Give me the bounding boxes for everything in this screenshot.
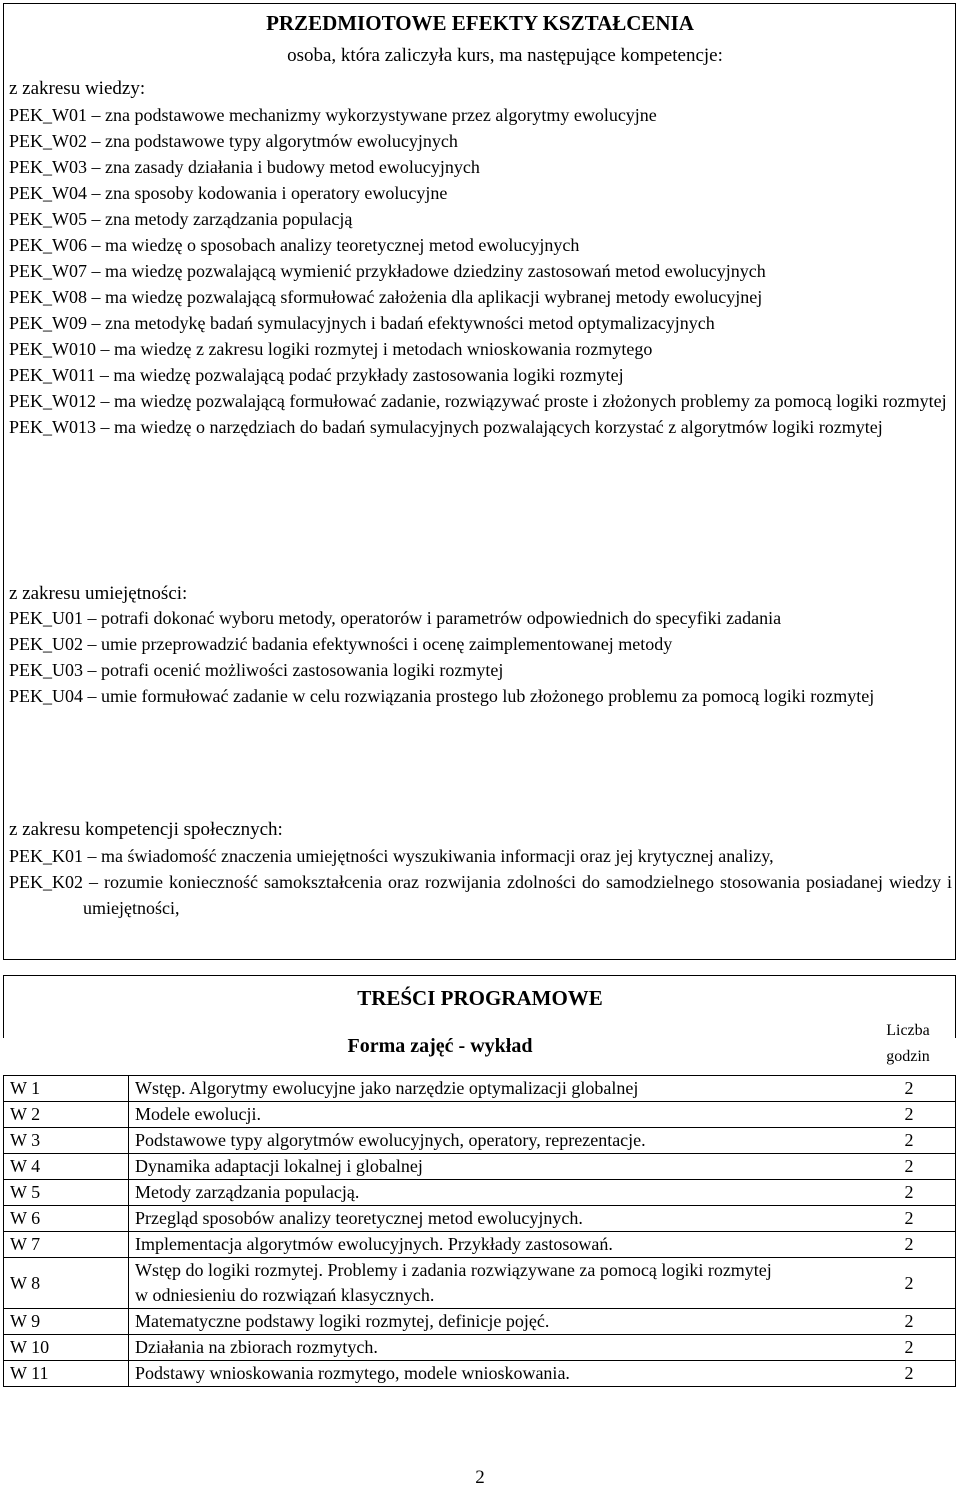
table-row: W 4 Dynamika adaptacji lokalnej i globalnej 2 [4, 1154, 956, 1180]
hours-label: Liczba godzin [886, 1022, 930, 1065]
knowledge-item: PEK_W02 – zna podstawowe typy algorytmów ewolucyjnych [9, 131, 458, 151]
table-row: W 7 Implementacja algorytmów ewolucyjnych. Przykłady zastosowań. 2 [4, 1232, 956, 1258]
page-title: PRZEDMIOTOWE EFEKTY KSZTAŁCENIA [266, 11, 694, 35]
knowledge-list [9, 102, 952, 440]
knowledge-item: PEK_W010 – ma wiedzę z zakresu logiki rozmytej i metodach wnioskowania rozmytego [9, 339, 653, 359]
knowledge-item: PEK_W09 – zna metodykę badań symulacyjnych i badań efektywności metod optymalizacyjnych [9, 313, 715, 333]
table-row: W 1 Wstęp. Algorytmy ewolucyjne jako narzędzie optymalizacji globalnej 2 [4, 1076, 956, 1102]
knowledge-item: PEK_W07 – ma wiedzę pozwalającą wymienić przykładowe dziedziny zastosowań metod ewolucyjnych [9, 261, 766, 281]
knowledge-item: PEK_W06 – ma wiedzę o sposobach analizy teoretycznej metod ewolucyjnych [9, 235, 580, 255]
knowledge-item: PEK_W03 – zna zasady działania i budowy metod ewolucyjnych [9, 157, 480, 177]
table-row: W 9 Matematyczne podstawy logiki rozmytej, definicje pojęć. 2 [4, 1309, 956, 1335]
skills-item: PEK_U03 – potrafi ocenić możliwości zastosowania logiki rozmytej [9, 660, 504, 680]
table-row: W 3 Podstawowe typy algorytmów ewolucyjnych, operatory, reprezentacje. 2 [4, 1128, 956, 1154]
knowledge-item: PEK_W05 – zna metody zarządzania populacją [9, 209, 353, 229]
program-title: TREŚCI PROGRAMOWE [357, 986, 603, 1010]
knowledge-item: PEK_W012 – ma wiedzę pozwalającą formułować zadanie, rozwiązywać proste i złożonych problemy za pomocą logiki rozmytej [9, 391, 947, 411]
table-row: W 11 Podstawy wnioskowania rozmytego, modele wnioskowania. 2 [4, 1361, 956, 1387]
page-number: 2 [475, 1467, 485, 1488]
table-row: W 2 Modele ewolucji. 2 [4, 1102, 956, 1128]
table-row: W 5 Metody zarządzania populacją. 2 [4, 1180, 956, 1206]
lecture-table [3, 1075, 956, 1387]
social-heading: z zakresu kompetencji społecznych: [9, 819, 283, 840]
table-row: W 8 Wstęp do logiki rozmytej. Problemy i zadania rozwiązywane za pomocą logiki rozmytej w odniesieniu do rozwiązań klasycznych. 2 [4, 1258, 956, 1309]
knowledge-item: PEK_W011 – ma wiedzę pozwalającą podać przykłady zastosowania logiki rozmytej [9, 365, 624, 385]
social-list [9, 843, 952, 921]
social-item: PEK_K02 – rozumie konieczność samokształcenia oraz rozwijania zdolności do samodzielnego stosowania posiadanej wiedzy i umiejętności, [9, 872, 952, 918]
skills-item: PEK_U01 – potrafi dokonać wyboru metody, operatorów i parametrów odpowiednich do specyfiki zadania [9, 608, 782, 628]
knowledge-item: PEK_W01 – zna podstawowe mechanizmy wykorzystywane przez algorytmy ewolucyjne [9, 105, 657, 125]
skills-item: PEK_U04 – umie formułować zadanie w celu rozwiązania prostego lub złożonego problemu za pomocą logiki rozmytej [9, 686, 875, 706]
table-row: W 10 Działania na zbiorach rozmytych. 2 [4, 1335, 956, 1361]
skills-list [9, 605, 952, 709]
knowledge-item: PEK_W013 – ma wiedzę o narzędziach do badań symulacyjnych pozwalających korzystać z algorytmów logiki rozmytej [9, 417, 883, 437]
knowledge-item: PEK_W04 – zna sposoby kodowania i operatory ewolucyjne [9, 183, 448, 203]
page-subtitle: osoba, która zaliczyła kurs, ma następujące kompetencje: [287, 45, 723, 66]
social-item: PEK_K01 – ma świadomość znaczenia umiejętności wyszukiwania informacji oraz jej krytycznej analizy, [9, 846, 774, 866]
knowledge-heading: z zakresu wiedzy: [9, 78, 146, 99]
skills-item: PEK_U02 – umie przeprowadzić badania efektywności i ocenę zaimplementowanej metody [9, 634, 673, 654]
table-row: W 6 Przegląd sposobów analizy teoretycznej metod ewolucyjnych. 2 [4, 1206, 956, 1232]
knowledge-item: PEK_W08 – ma wiedzę pozwalającą sformułować założenia dla aplikacji wybranej metody ewolucyjnej [9, 287, 763, 307]
form-label: Forma zajęć - wykład [347, 1035, 533, 1057]
skills-heading: z zakresu umiejętności: [9, 583, 188, 604]
